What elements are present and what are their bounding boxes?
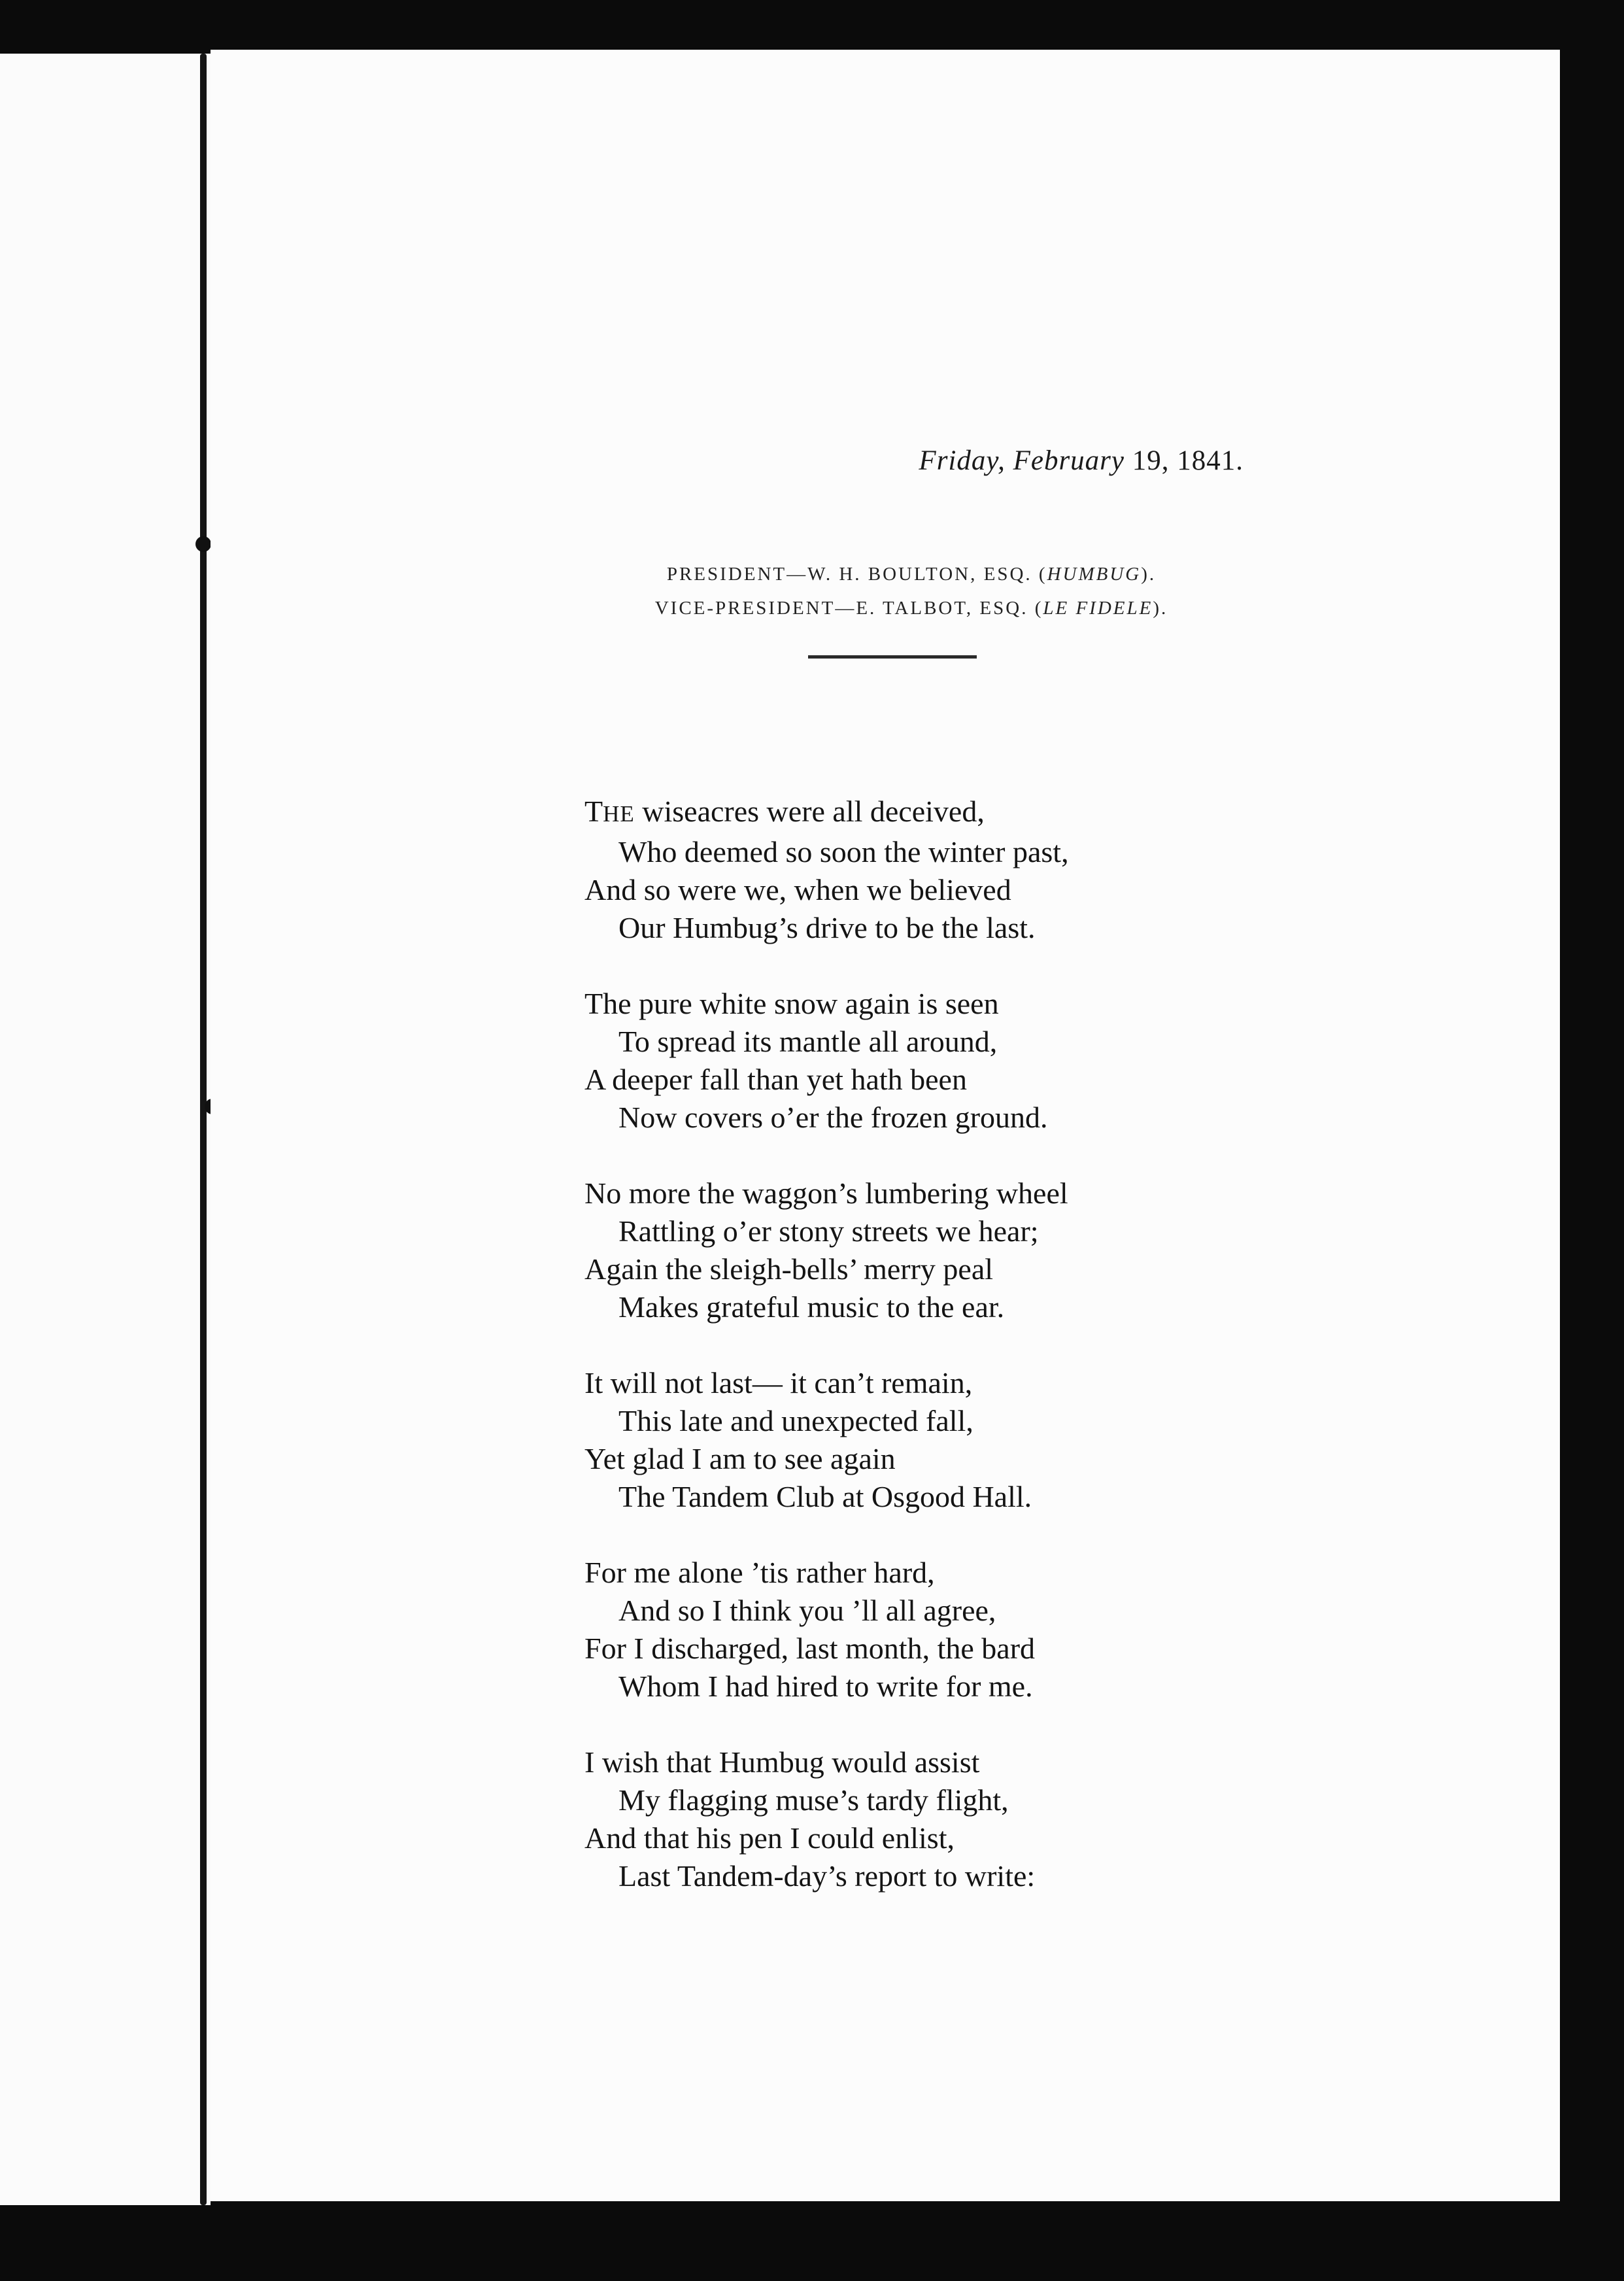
poem-line: It will not last— it can’t remain, <box>584 1366 973 1399</box>
small-caps-text: HE <box>603 801 635 827</box>
date-line <box>919 445 1243 477</box>
officers-block <box>211 557 1560 625</box>
poem-line: Our Humbug’s drive to be the last. <box>618 911 1036 944</box>
stanza <box>584 985 1434 1137</box>
opening-line-rest: wiseacres were all deceived, <box>634 795 985 828</box>
poem-line: This late and unexpected fall, <box>618 1404 973 1437</box>
poem-line: For me alone ’tis rather hard, <box>584 1556 935 1589</box>
poem-line: And so I think you ’ll all agree, <box>618 1594 996 1627</box>
poem-line: Makes grateful music to the ear. <box>618 1290 1005 1324</box>
poem-line: Rattling o’er stony streets we hear; <box>618 1214 1039 1248</box>
stanza <box>584 1554 1434 1706</box>
poem-line: A deeper fall than yet hath been <box>584 1063 967 1096</box>
poem-line: To spread its mantle all around, <box>618 1025 998 1058</box>
stanza <box>584 1175 1434 1326</box>
stanza <box>584 1743 1434 1895</box>
poem <box>584 793 1434 1933</box>
drop-letter: T <box>584 795 603 828</box>
stanza <box>584 1364 1434 1516</box>
poem-line: Again the sleigh-bells’ merry peal <box>584 1252 994 1286</box>
poem-line: Last Tandem-day’s report to write: <box>618 1859 1036 1893</box>
poem-line: Who deemed so soon the winter past, <box>618 835 1069 868</box>
date-month: February <box>1013 445 1125 476</box>
president-line <box>237 557 1586 591</box>
poem-line: My flagging muse’s tardy flight, <box>618 1783 1009 1817</box>
date-day: Friday, <box>919 445 1006 476</box>
stanza <box>584 793 1434 947</box>
poem-line: And that his pen I could enlist, <box>584 1821 955 1855</box>
poem-line: I wish that Humbug would assist <box>584 1745 980 1779</box>
poem-line: The Tandem Club at Osgood Hall. <box>618 1480 1032 1513</box>
poem-opening-line <box>584 793 1434 833</box>
binding-stitch <box>195 536 211 552</box>
poem-line: Yet glad I am to see again <box>584 1442 896 1475</box>
poem-line: Now covers o’er the frozen ground. <box>618 1101 1048 1134</box>
vice-president-prefix: VICE-PRESIDENT—E. TALBOT, ESQ. ( <box>654 598 1043 619</box>
book-page <box>211 50 1560 2201</box>
poem-line: And so were we, when we believed <box>584 873 1011 906</box>
vice-president-suffix: ). <box>1153 598 1168 619</box>
poem-line: Whom I had hired to write for me. <box>618 1670 1033 1703</box>
left-page-edge <box>0 54 211 2205</box>
poem-line: No more the waggon’s lumbering wheel <box>584 1176 1068 1210</box>
president-nickname: HUMBUG <box>1047 564 1142 585</box>
binding-gutter <box>200 54 207 2205</box>
section-divider <box>808 655 977 659</box>
president-suffix: ). <box>1141 564 1157 585</box>
poem-line: For I discharged, last month, the bard <box>584 1632 1036 1665</box>
vice-president-nickname: LE FIDELE <box>1043 598 1153 619</box>
vice-president-line <box>237 591 1586 625</box>
poem-line: The pure white snow again is seen <box>584 987 999 1020</box>
president-prefix: PRESIDENT—W. H. BOULTON, ESQ. ( <box>666 564 1047 585</box>
date-rest: 19, 1841. <box>1132 445 1243 476</box>
